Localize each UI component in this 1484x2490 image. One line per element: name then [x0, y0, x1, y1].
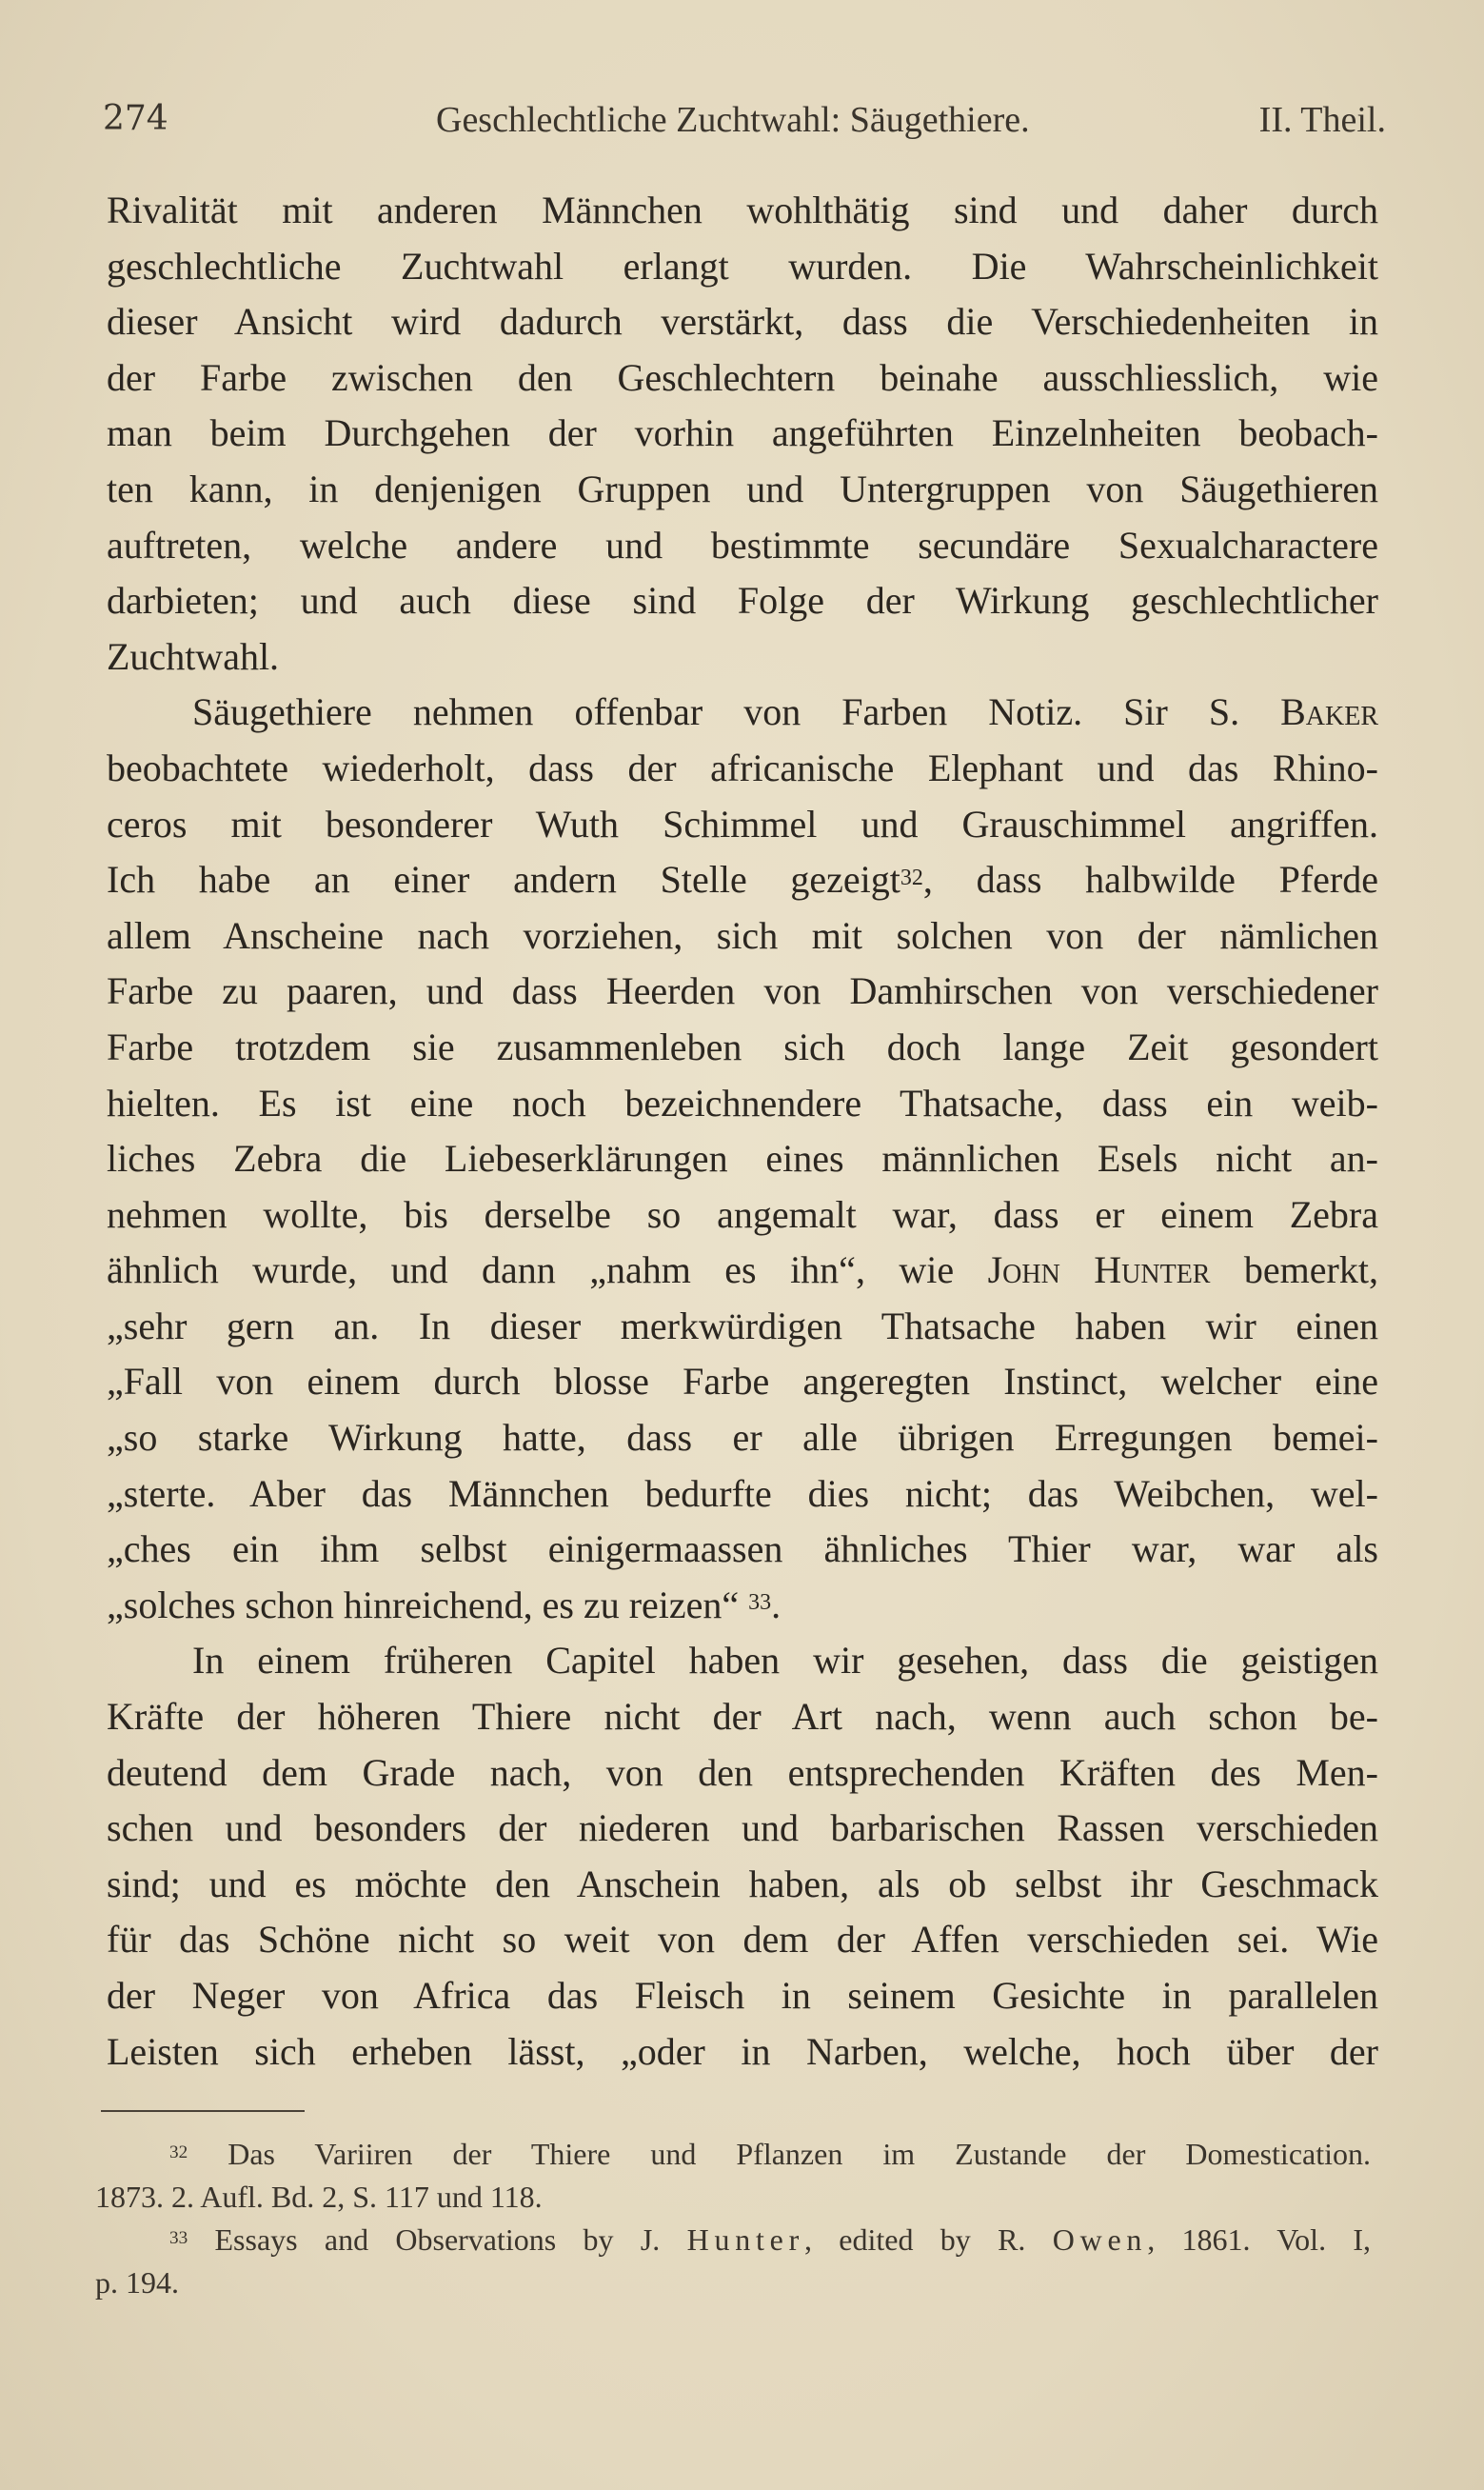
part-label: II. Theil. — [1258, 100, 1386, 140]
text-line: ceros mit besonderer Wuth Schimmel und Grauschimmel angriffen. — [107, 802, 1378, 846]
text-line: „Fall von einem durch blosse Farbe angeregten Instinct, welcher eine — [107, 1360, 1378, 1404]
text-line: allem Anscheine nach vorziehen, sich mit solchen von der nämlichen — [107, 913, 1378, 957]
text-line — [107, 852, 1378, 908]
text-line: auftreten, welche andere und bestimmte secundäre Sexualcharactere — [107, 523, 1378, 567]
footnote-text: , edited by R. — [804, 2222, 1053, 2257]
text-line: sind; und es möchte den Anschein haben, als ob selbst ihr Geschmack — [107, 1862, 1378, 1905]
text-line: hielten. Es ist eine noch bezeichnendere Thatsache, dass ein weib- — [107, 1081, 1378, 1125]
page-header — [103, 99, 1386, 152]
text-line: nehmen wollte, bis derselbe so angemalt war, dass er einem Zebra — [107, 1192, 1378, 1236]
footnote-text: , 1861. Vol. I, — [1147, 2222, 1372, 2257]
text-line: schen und besonders der niederen und barbarischen Rassen verschieden — [107, 1806, 1378, 1850]
text-line: In einem früheren Capitel haben wir gesehen, dass die geistigen — [192, 1639, 1378, 1683]
text-line: deutend dem Grade nach, von den entsprechenden Kräften des Men- — [107, 1750, 1378, 1794]
text-line: der Farbe zwischen den Geschlechtern beinahe ausschliesslich, wie — [107, 355, 1378, 399]
author-name: Owen — [1052, 2222, 1148, 2257]
text-fragment: , dass halbwilde Pferde — [922, 858, 1379, 902]
text-line — [107, 1578, 1378, 1634]
footnote-marker: 32 — [169, 2142, 188, 2163]
text-line: man beim Durchgehen der vorhin angeführten Einzelnheiten beobach- — [107, 411, 1378, 455]
text-line: Rivalität mit anderen Männchen wohlthätig sind und daher durch — [107, 189, 1378, 231]
footnote-text: Das Variiren der Thiere und Pflanzen im Zustande der Domestication. — [228, 2137, 1372, 2171]
text-line: Farbe zu paaren, und dass Heerden von Damhirschen von verschiedener — [107, 969, 1378, 1013]
text-line: „so starke Wirkung hatte, dass er alle übrigen Erregungen bemei- — [107, 1416, 1378, 1460]
author-name: Hunter — [686, 2222, 804, 2257]
text-line: beobachtete wiederholt, dass der africanische Elephant und das Rhino- — [107, 746, 1378, 789]
author-name: John Hunter — [987, 1248, 1211, 1292]
footnotes — [95, 2133, 1371, 2304]
text-line: Zuchtwahl. — [107, 634, 280, 678]
footnote-32 — [95, 2133, 1371, 2176]
running-title: Geschlechtliche Zuchtwahl: Säugethiere. — [436, 100, 1030, 140]
author-name: Baker — [1280, 690, 1378, 734]
text-line: Leisten sich erheben lässt, „oder in Narben, welche, hoch über der — [107, 2029, 1378, 2073]
text-line — [107, 685, 1378, 741]
text-line: „sehr gern an. In dieser merkwürdigen Thatsache haben wir einen — [107, 1304, 1378, 1347]
footnote-text: 1873. 2. Aufl. Bd. 2, S. 117 und 118. — [95, 2180, 543, 2214]
text-fragment: ähnlich wurde, und dann „nahm es ihn“, wie — [107, 1248, 988, 1292]
text-line — [107, 1243, 1378, 1299]
footnote-divider — [101, 2110, 305, 2112]
footnote-33 — [95, 2219, 1371, 2261]
footnote-reference: 33 — [748, 1590, 772, 1616]
text-fragment: . — [771, 1583, 782, 1626]
text-line: darbieten; und auch diese sind Folge der Wirkung geschlechtlicher — [107, 579, 1378, 623]
text-fragment: „solches schon hinreichend, es zu reizen“ — [107, 1583, 749, 1626]
text-line: Kräfte der höheren Thiere nicht der Art nach, wenn auch schon be- — [107, 1695, 1378, 1739]
text-line: „ches ein ihm selbst einigermaassen ähnliches Thier war, war als — [107, 1527, 1378, 1571]
text-line: geschlechtliche Zuchtwahl erlangt wurden. Die Wahrscheinlichkeit — [107, 244, 1378, 288]
footnote-marker: 33 — [169, 2228, 188, 2249]
text-line: „sterte. Aber das Männchen bedurfte dies nicht; das Weibchen, wel- — [107, 1471, 1378, 1515]
text-fragment: Ich habe an einer andern Stelle gezeigt — [107, 858, 900, 902]
text-fragment: Säugethiere nehmen offenbar von Farben Notiz. Sir S. — [192, 690, 1281, 734]
page-number: 274 — [103, 99, 168, 138]
text-line: liches Zebra die Liebeserklärungen eines männlichen Esels nicht an- — [107, 1137, 1378, 1181]
text-line: der Neger von Africa das Fleisch in seinem Gesichte in parallelen — [107, 1974, 1378, 2017]
text-line: Farbe trotzdem sie zusammenleben sich doch lange Zeit gesondert — [107, 1025, 1378, 1068]
text-line: für das Schöne nicht so weit von dem der Affen verschieden sei. Wie — [107, 1918, 1378, 1962]
text-fragment: bemerkt, — [1210, 1248, 1378, 1292]
footnote-text: Essays and Observations by J. — [214, 2222, 687, 2257]
text-line: ten kann, in denjenigen Gruppen und Untergruppen von Säugethieren — [107, 467, 1378, 510]
footnote-reference: 32 — [900, 865, 923, 890]
footnote-text: p. 194. — [95, 2265, 179, 2300]
text-line: dieser Ansicht wird dadurch verstärkt, dass die Verschiedenheiten in — [107, 300, 1378, 344]
body-text — [107, 183, 1378, 2080]
